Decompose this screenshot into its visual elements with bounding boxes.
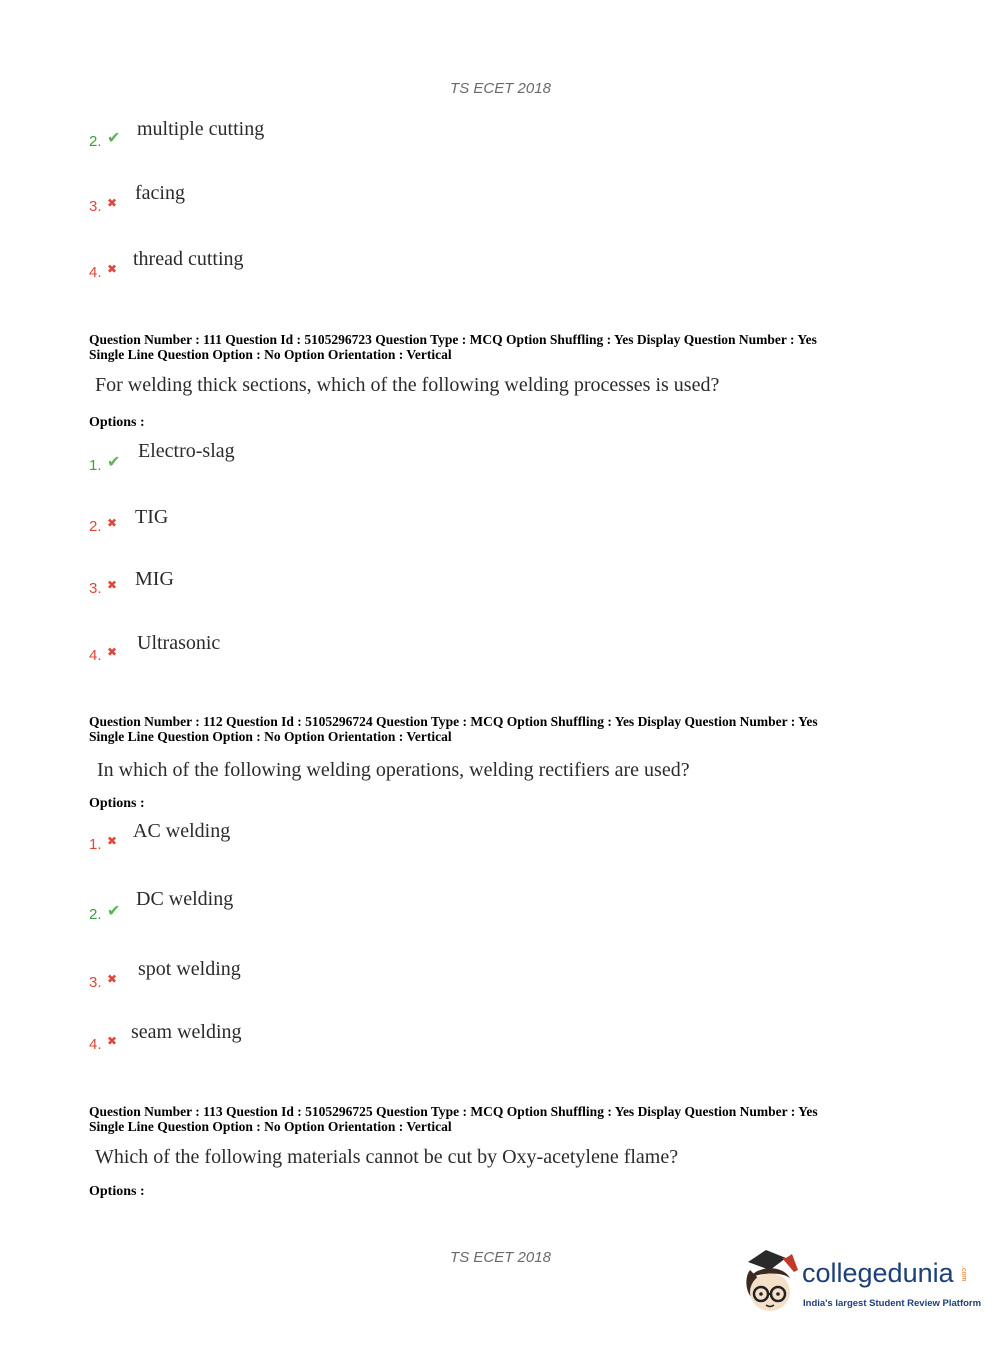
question-text: For welding thick sections, which of the following welding processes is used? [95, 374, 720, 396]
question-meta-line: Question Number : 111 Question Id : 5105296723 Question Type : MCQ Option Shuffling : Yes Display Question Number : Yes [89, 332, 817, 347]
option-text: Electro-slag [138, 440, 235, 462]
options-label: Options : [89, 1184, 145, 1199]
cross-icon: ✖ [107, 834, 118, 848]
option-number: 1. [89, 457, 102, 474]
check-icon: ✔ [107, 452, 121, 471]
option-text: spot welding [138, 958, 241, 980]
cross-icon: ✖ [107, 645, 118, 659]
option-text: TIG [135, 506, 169, 528]
cross-icon: ✖ [107, 516, 118, 530]
question-meta-line: Single Line Question Option : No Option Orientation : Vertical [89, 729, 452, 744]
option-text: thread cutting [133, 248, 244, 270]
options-label: Options : [89, 796, 145, 811]
option-number: 3. [89, 580, 102, 597]
question-meta-line: Single Line Question Option : No Option Orientation : Vertical [89, 1119, 452, 1134]
page-footer: TS ECET 2018 [450, 1249, 551, 1266]
question-meta [89, 1104, 909, 1134]
collegedunia-logo [742, 1248, 982, 1318]
question-meta [89, 714, 909, 744]
option-text: facing [135, 182, 185, 204]
question-text: Which of the following materials cannot be cut by Oxy-acetylene flame? [95, 1146, 679, 1168]
cross-icon: ✖ [107, 972, 118, 986]
cross-icon: ✖ [107, 262, 118, 276]
option-text: AC welding [133, 820, 231, 842]
option-number: 2. [89, 518, 102, 535]
options-label: Options : [89, 415, 145, 430]
question-text: In which of the following welding operations, welding rectifiers are used? [97, 759, 690, 781]
question-meta [89, 332, 909, 362]
page-header: TS ECET 2018 [450, 80, 551, 97]
option-number: 3. [89, 974, 102, 991]
option-number: 2. [89, 133, 102, 150]
question-meta-line: Question Number : 113 Question Id : 5105296725 Question Type : MCQ Option Shuffling : Yes Display Question Number : Yes [89, 1104, 818, 1119]
cross-icon: ✖ [107, 578, 118, 592]
option-text: DC welding [136, 888, 234, 910]
option-number: 3. [89, 198, 102, 215]
check-icon: ✔ [107, 901, 121, 920]
option-number: 1. [89, 836, 102, 853]
logo-wordmark: collegedunia [802, 1258, 954, 1288]
option-number: 4. [89, 1036, 102, 1053]
option-text: multiple cutting [137, 118, 265, 140]
question-meta-line: Single Line Question Option : No Option Orientation : Vertical [89, 347, 452, 362]
option-number: 2. [89, 906, 102, 923]
question-meta-line: Question Number : 112 Question Id : 5105296724 Question Type : MCQ Option Shuffling : Yes Display Question Number : Yes [89, 714, 818, 729]
check-icon: ✔ [107, 128, 121, 147]
logo-tagline: India's largest Student Review Platform [803, 1298, 982, 1309]
cross-icon: ✖ [107, 196, 118, 210]
option-text: MIG [135, 568, 174, 590]
option-number: 4. [89, 647, 102, 664]
option-text: Ultrasonic [137, 632, 221, 654]
option-number: 4. [89, 264, 102, 281]
option-text: seam welding [131, 1021, 242, 1043]
mascot-icon [742, 1248, 802, 1316]
logo-suffix: .com [960, 1266, 967, 1282]
cross-icon: ✖ [107, 1034, 118, 1048]
